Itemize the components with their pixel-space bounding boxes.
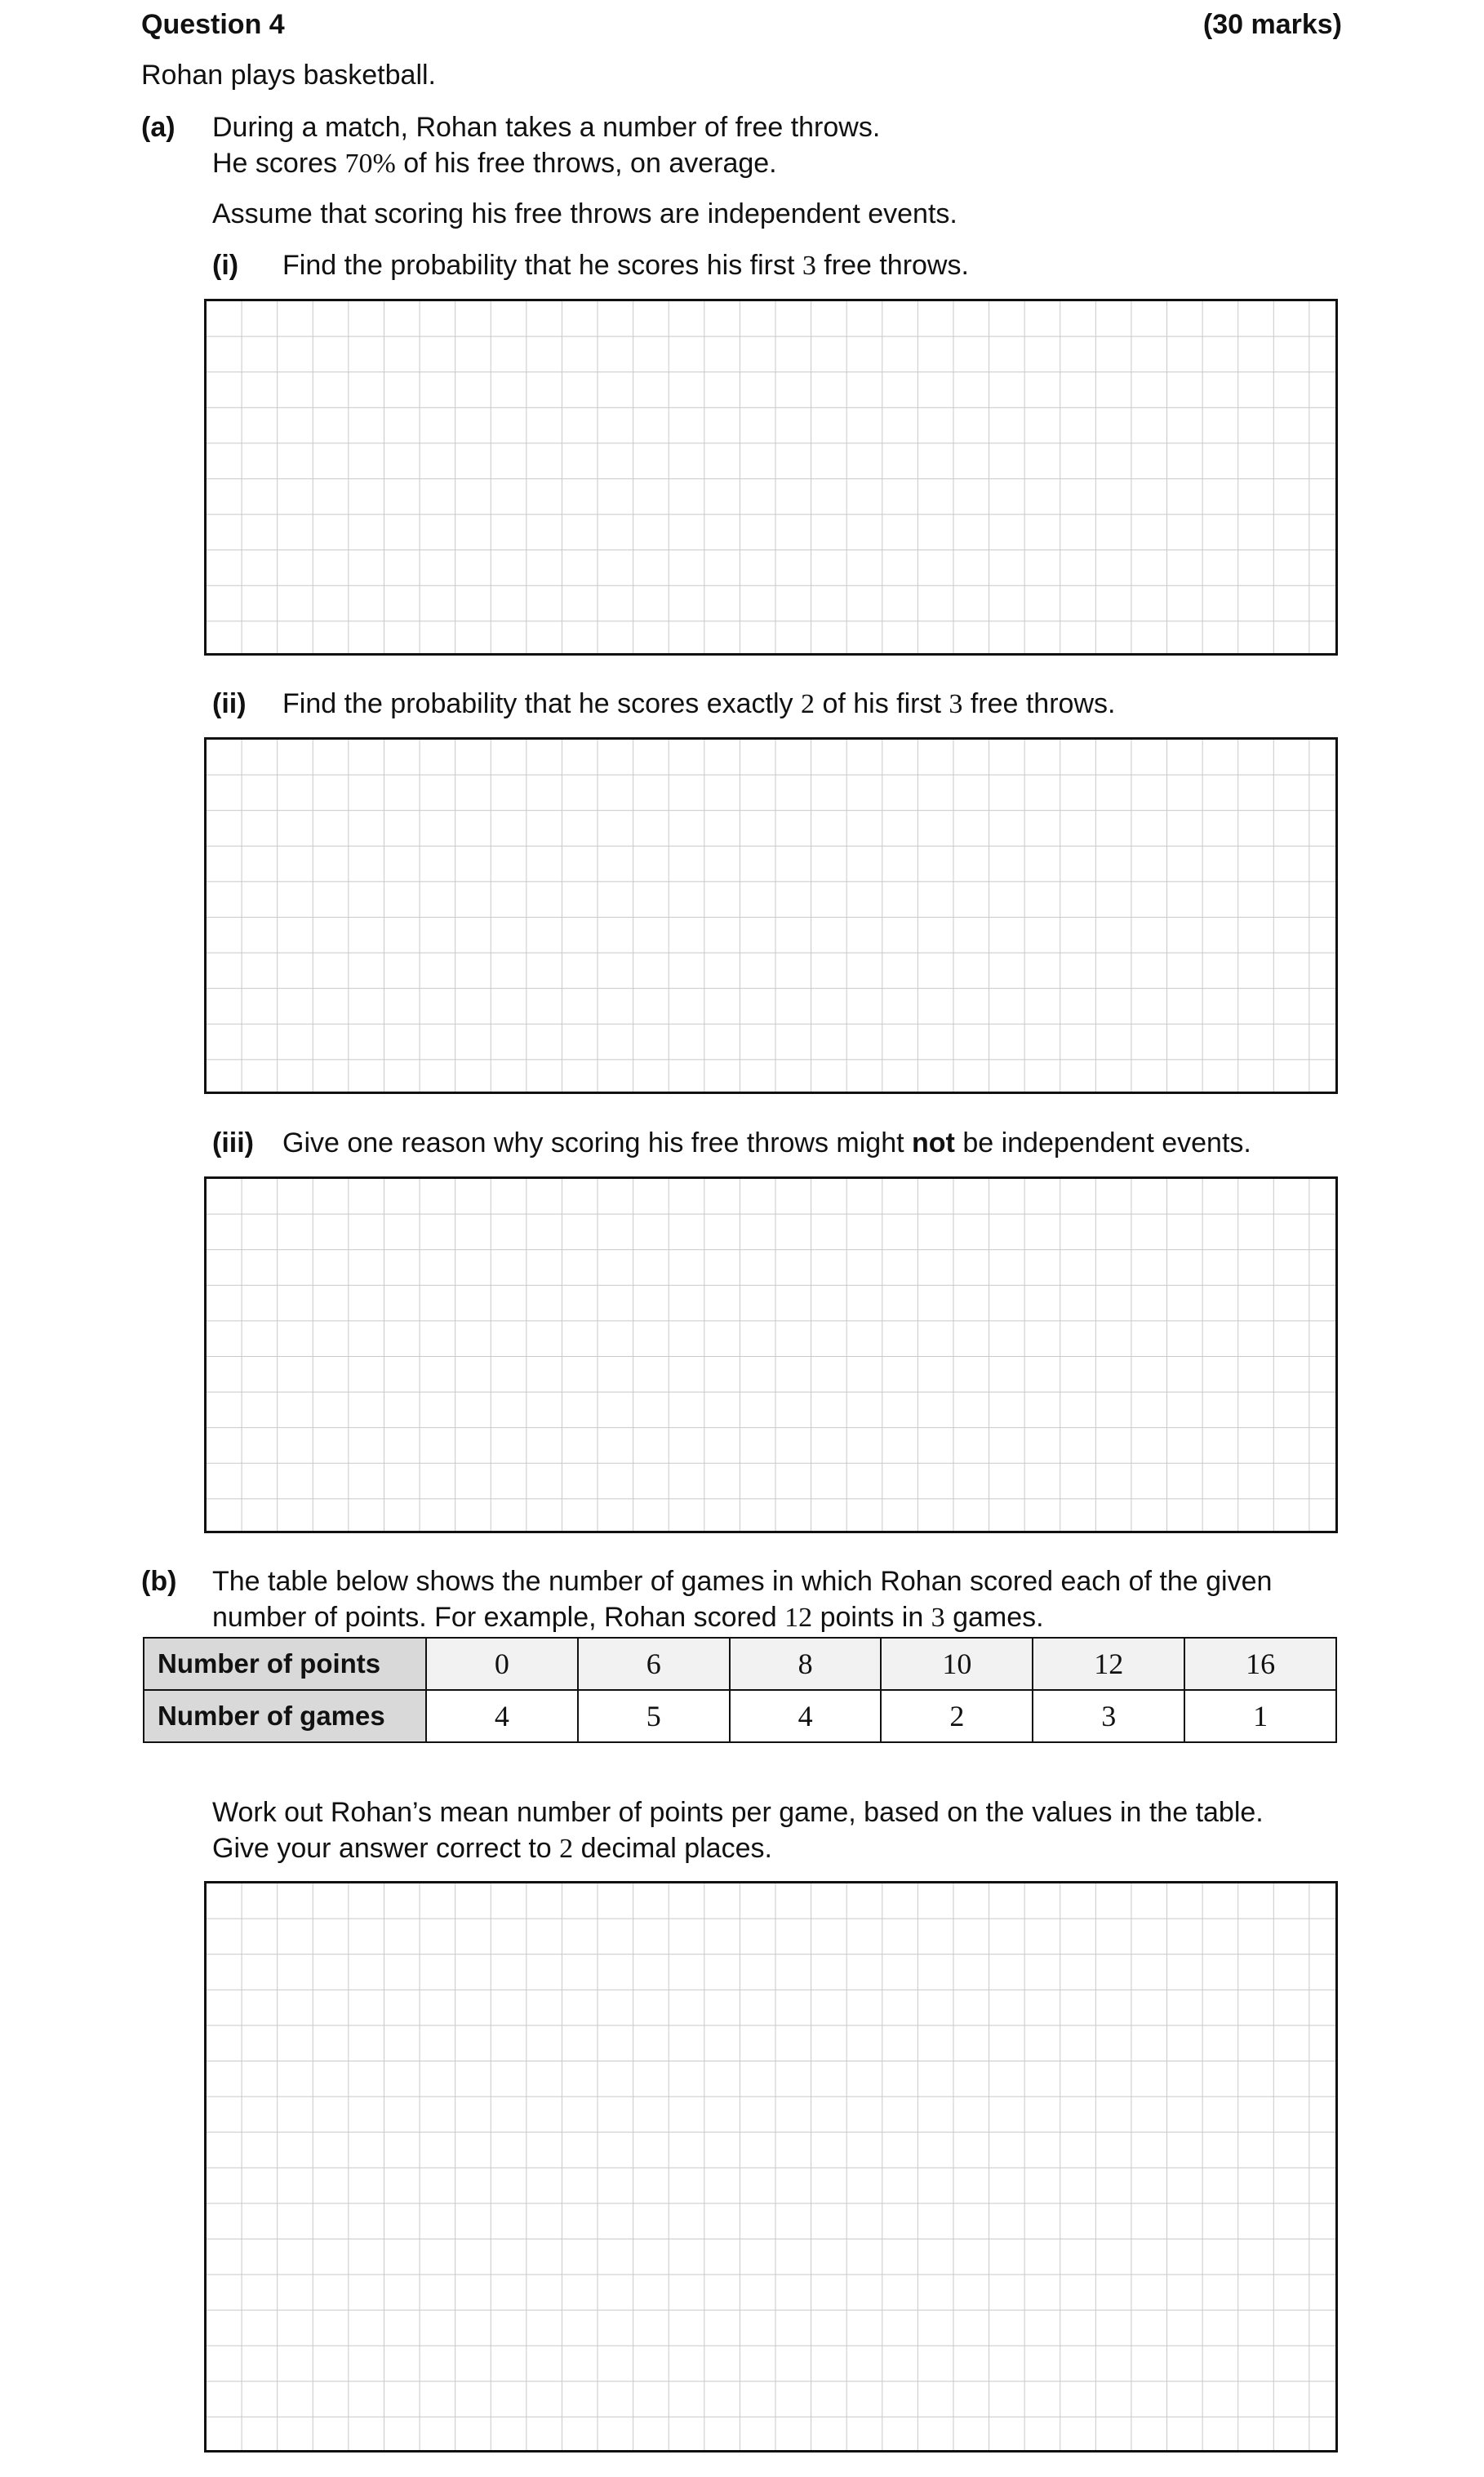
table-row-points	[144, 1638, 1336, 1690]
table-cell: 16	[1184, 1638, 1336, 1690]
part-b-instruction-2-pre: Give your answer correct to	[212, 1833, 560, 1864]
question-intro: Rohan plays basketball.	[141, 60, 437, 91]
sub-ii-label: (ii)	[212, 688, 247, 719]
sub-ii-text	[282, 686, 1115, 723]
table-cell: 2	[881, 1690, 1033, 1742]
sub-i-label: (i)	[212, 250, 239, 281]
sub-i-text-pre: Find the probability that he scores his first	[282, 250, 802, 281]
part-a-line2	[212, 145, 777, 182]
part-b-instruction-1: Work out Rohan’s mean number of points per game, based on the values in the table.	[212, 1797, 1264, 1828]
sub-i-text-post: free throws.	[815, 250, 969, 281]
table-cell: 4	[426, 1690, 578, 1742]
table-cell: 6	[578, 1638, 730, 1690]
part-b-number-3: 3	[931, 1603, 945, 1633]
sub-ii-number-1: 2	[801, 689, 815, 719]
table-cell: 12	[1033, 1638, 1184, 1690]
sub-ii-number-2: 3	[949, 689, 963, 719]
table-cell: 1	[1184, 1690, 1336, 1742]
table-cell: 10	[881, 1638, 1033, 1690]
sub-ii-text-pre: Find the probability that he scores exactly	[282, 688, 801, 719]
sub-ii-text-mid: of his first	[815, 688, 949, 719]
sub-iii-emphasis: not	[912, 1127, 955, 1158]
part-a-label: (a)	[141, 112, 176, 143]
sub-i-text	[282, 247, 969, 284]
sub-iii-label: (iii)	[212, 1127, 254, 1158]
part-b-label: (b)	[141, 1566, 177, 1597]
part-a-line2-pre: He scores	[212, 148, 345, 179]
sub-i-number: 3	[802, 251, 816, 281]
part-b-instruction-2-post: decimal places.	[573, 1833, 772, 1864]
answer-box-a-iii[interactable]	[204, 1176, 1338, 1533]
answer-box-a-i[interactable]	[204, 299, 1338, 656]
table-cell: 3	[1033, 1690, 1184, 1742]
part-b-line2-pre: number of points. For example, Rohan scored	[212, 1602, 785, 1633]
table-cell: 5	[578, 1690, 730, 1742]
part-b-instruction-2	[212, 1830, 772, 1867]
part-b-decimal-places: 2	[559, 1834, 574, 1864]
question-title: Question 4	[141, 9, 285, 40]
answer-box-b[interactable]	[204, 1881, 1338, 2453]
table-cell: 0	[426, 1638, 578, 1690]
answer-box-a-ii[interactable]	[204, 737, 1338, 1094]
row-header-points: Number of points	[144, 1638, 426, 1690]
table-cell: 4	[730, 1690, 882, 1742]
question-marks: (30 marks)	[1202, 9, 1342, 40]
sub-iii-text-pre: Give one reason why scoring his free throws might	[282, 1127, 913, 1158]
sub-ii-text-post: free throws.	[962, 688, 1116, 719]
row-header-games: Number of games	[144, 1690, 426, 1742]
points-table	[143, 1637, 1337, 1743]
part-a-line2-post: of his free throws, on average.	[395, 148, 777, 179]
part-b-line2	[212, 1599, 1044, 1636]
table-row-games	[144, 1690, 1336, 1742]
part-a-line1: During a match, Rohan takes a number of free throws.	[212, 112, 881, 143]
part-b-line2-post: games.	[944, 1602, 1044, 1633]
part-a-assumption: Assume that scoring his free throws are independent events.	[212, 198, 957, 229]
table-cell: 8	[730, 1638, 882, 1690]
part-b-line2-mid: points in	[812, 1602, 931, 1633]
sub-iii-text-post: be independent events.	[954, 1127, 1251, 1158]
part-a-percentage: 70%	[344, 149, 396, 179]
part-b-number-12: 12	[784, 1603, 813, 1633]
sub-iii-text	[282, 1125, 1251, 1161]
part-b-line1: The table below shows the number of games in which Rohan scored each of the given	[212, 1566, 1273, 1597]
